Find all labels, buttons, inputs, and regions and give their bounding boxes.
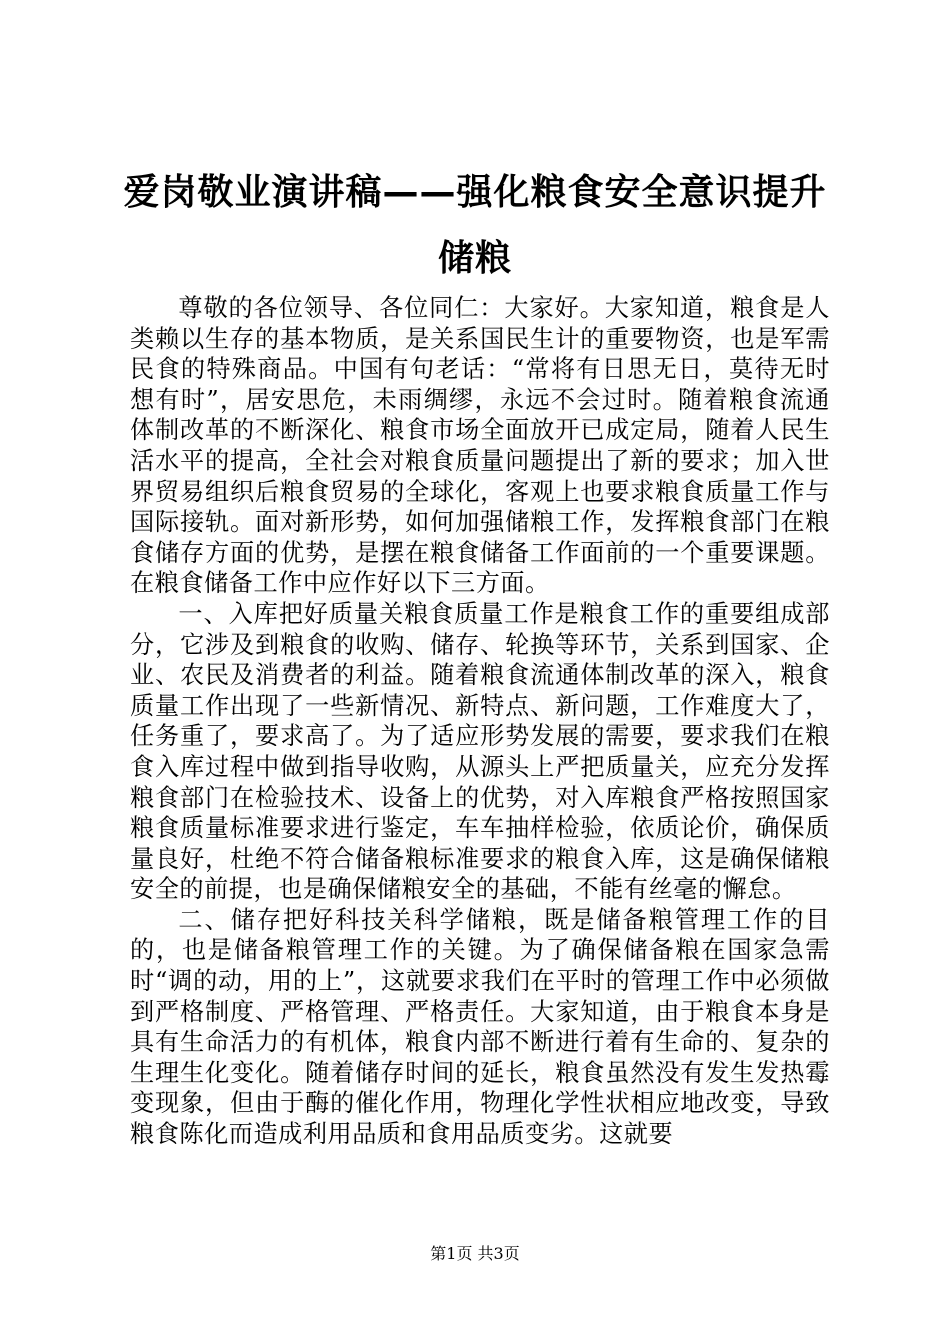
paragraph-intro: 尊敬的各位领导、各位同仁：大家好。大家知道，粮食是人类赖以生存的基本物质，是关系国民生计的重要物资，也是军需民食的特殊商品。中国有句老话：“常将有日思无日，莫待无时想有时”，居安思危，未雨绸缪，永远不会过时。随着粮食流通体制改革的不断深化、粮食市场全面放开已成定局，随着人民生活水平的提高，全社会对粮食质量问题提出了新的要求；加入世界贸易组织后粮食贸易的全球化，客观上也要求粮食质量工作与国际接轨。面对新形势，如何加强储粮工作，发挥粮食部门在粮食储存方面的优势，是摆在粮食储备工作面前的一个重要课题。在粮食储备工作中应作好以下三方面。: [130, 294, 830, 598]
paragraph-section-2: 二、储存把好科技关科学储粮，既是储备粮管理工作的目的，也是储备粮管理工作的关键。为了确保储备粮在国家急需时“调的动，用的上”，这就要求我们在平时的管理工作中必须做到严格制度、严格管理、严格责任。大家知道，由于粮食本身是具有生命活力的有机体，粮食内部不断进行着有生命的、复杂的生理生化变化。随着储存时间的延长，粮食虽然没有发生发热霉变现象，但由于酶的催化作用，物理化学性状相应地改变，导致粮食陈化而造成利用品质和食用品质变劣。这就要: [130, 905, 830, 1149]
document-body: [130, 293, 830, 1150]
document-title: 爱岗敬业演讲稿——强化粮食安全意识提升储粮: [123, 172, 827, 279]
paragraph-section-1: 一、入库把好质量关粮食质量工作是粮食工作的重要组成部分，它涉及到粮食的收购、储存、轮换等环节，关系到国家、企业、农民及消费者的利益。随着粮食流通体制改革的深入，粮食质量工作出现了一些新情况、新特点、新问题，工作难度大了，任务重了，要求高了。为了适应形势发展的需要，要求我们在粮食入库过程中做到指导收购，从源头上严把质量关，应充分发挥粮食部门在检验技术、设备上的优势，对入库粮食严格按照国家粮食质量标准要求进行鉴定，车车抽样检验，依质论价，确保质量良好，杜绝不符合储备粮标准要求的粮食入库，这是确保储粮安全的前提，也是确保储粮安全的基础，不能有丝毫的懈怠。: [130, 599, 830, 904]
page-number-footer: 第1页 共3页: [430, 1244, 520, 1263]
